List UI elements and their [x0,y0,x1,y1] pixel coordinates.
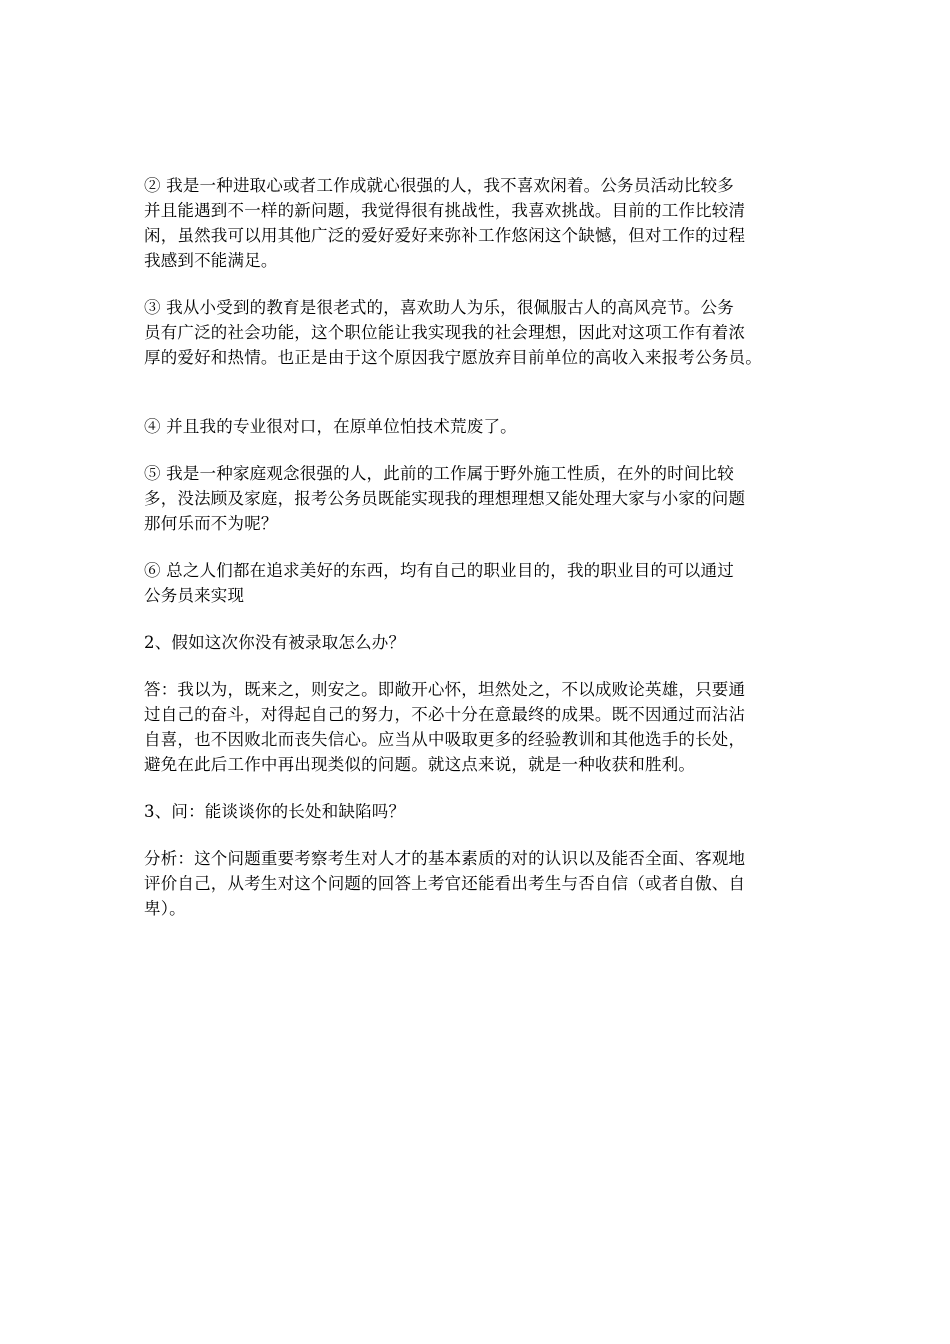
paragraph-spacer [144,439,824,461]
text-line: ⑥ 总之人们都在追求美好的东西，均有自己的职业目的，我的职业目的可以通过 [144,561,734,580]
text-line: 答：我以为，既来之，则安之。即敞开心怀，坦然处之，不以成败论英雄，只要通 [144,680,746,699]
document-body [144,173,824,921]
text-line: 并且能遇到不一样的新问题，我觉得很有挑战性，我喜欢挑战。目前的工作比较清 [144,201,746,220]
text-line: 分析：这个问题重要考察考生对人才的基本素质的对的认识以及能否全面、客观地 [144,849,746,868]
text-line: 我感到不能满足。 [144,251,278,270]
text-line: 2、假如这次你没有被录取怎么办？ [144,633,406,652]
text-line: ④ 并且我的专业很对口，在原单位怕技术荒废了。 [144,417,517,436]
text-line: 闲，虽然我可以用其他广泛的爱好爱好来弥补工作悠闲这个缺憾，但对工作的过程 [144,226,746,245]
paragraph-spacer [144,777,824,799]
paragraph-point-2 [144,173,824,273]
answer-2-paragraph [144,677,824,777]
text-line: 厚的爱好和热情。也正是由于这个原因我宁愿放弃目前单位的高收入来报考公务员。 [144,348,762,367]
text-line: 过自己的奋斗，对得起自己的努力，不必十分在意最终的成果。既不因通过而沾沾 [144,705,746,724]
text-line: ③ 我从小受到的教育是很老式的，喜欢助人为乐，很佩服古人的高风亮节。公务 [144,298,734,317]
text-line: 评价自己，从考生对这个问题的回答上考官还能看出考生与否自信（或者自傲、自 [144,874,746,893]
paragraph-point-3 [144,295,824,370]
text-line: 避免在此后工作中再出现类似的问题。就这点来说，就是一种收获和胜利。 [144,755,696,774]
text-line: 3、问：能谈谈你的长处和缺陷吗？ [144,802,406,821]
text-line: 多，没法顾及家庭，报考公务员既能实现我的理想理想又能处理大家与小家的问题 [144,489,746,508]
text-line: 那何乐而不为呢？ [144,514,278,533]
question-2-heading [144,630,824,655]
text-line: 自喜，也不因败北而丧失信心。应当从中吸取更多的经验教训和其他选手的长处， [144,730,746,749]
paragraph-point-4 [144,414,824,439]
text-line: ⑤ 我是一种家庭观念很强的人，此前的工作属于野外施工性质，在外的时间比较 [144,464,734,483]
paragraph-spacer [144,824,824,846]
text-line: 员有广泛的社会功能，这个职位能让我实现我的社会理想，因此对这项工作有着浓 [144,323,746,342]
paragraph-point-5 [144,461,824,536]
question-3-heading [144,799,824,824]
text-line: 公务员来实现 [144,586,245,605]
paragraph-spacer [144,655,824,677]
text-line: ② 我是一种进取心或者工作成就心很强的人，我不喜欢闲着。公务员活动比较多 [144,176,734,195]
paragraph-spacer [144,536,824,558]
paragraph-spacer [144,273,824,295]
paragraph-point-6 [144,558,824,608]
text-line: 卑）。 [144,899,186,918]
analysis-3-paragraph [144,846,824,921]
paragraph-spacer [144,608,824,630]
paragraph-spacer [144,370,824,414]
